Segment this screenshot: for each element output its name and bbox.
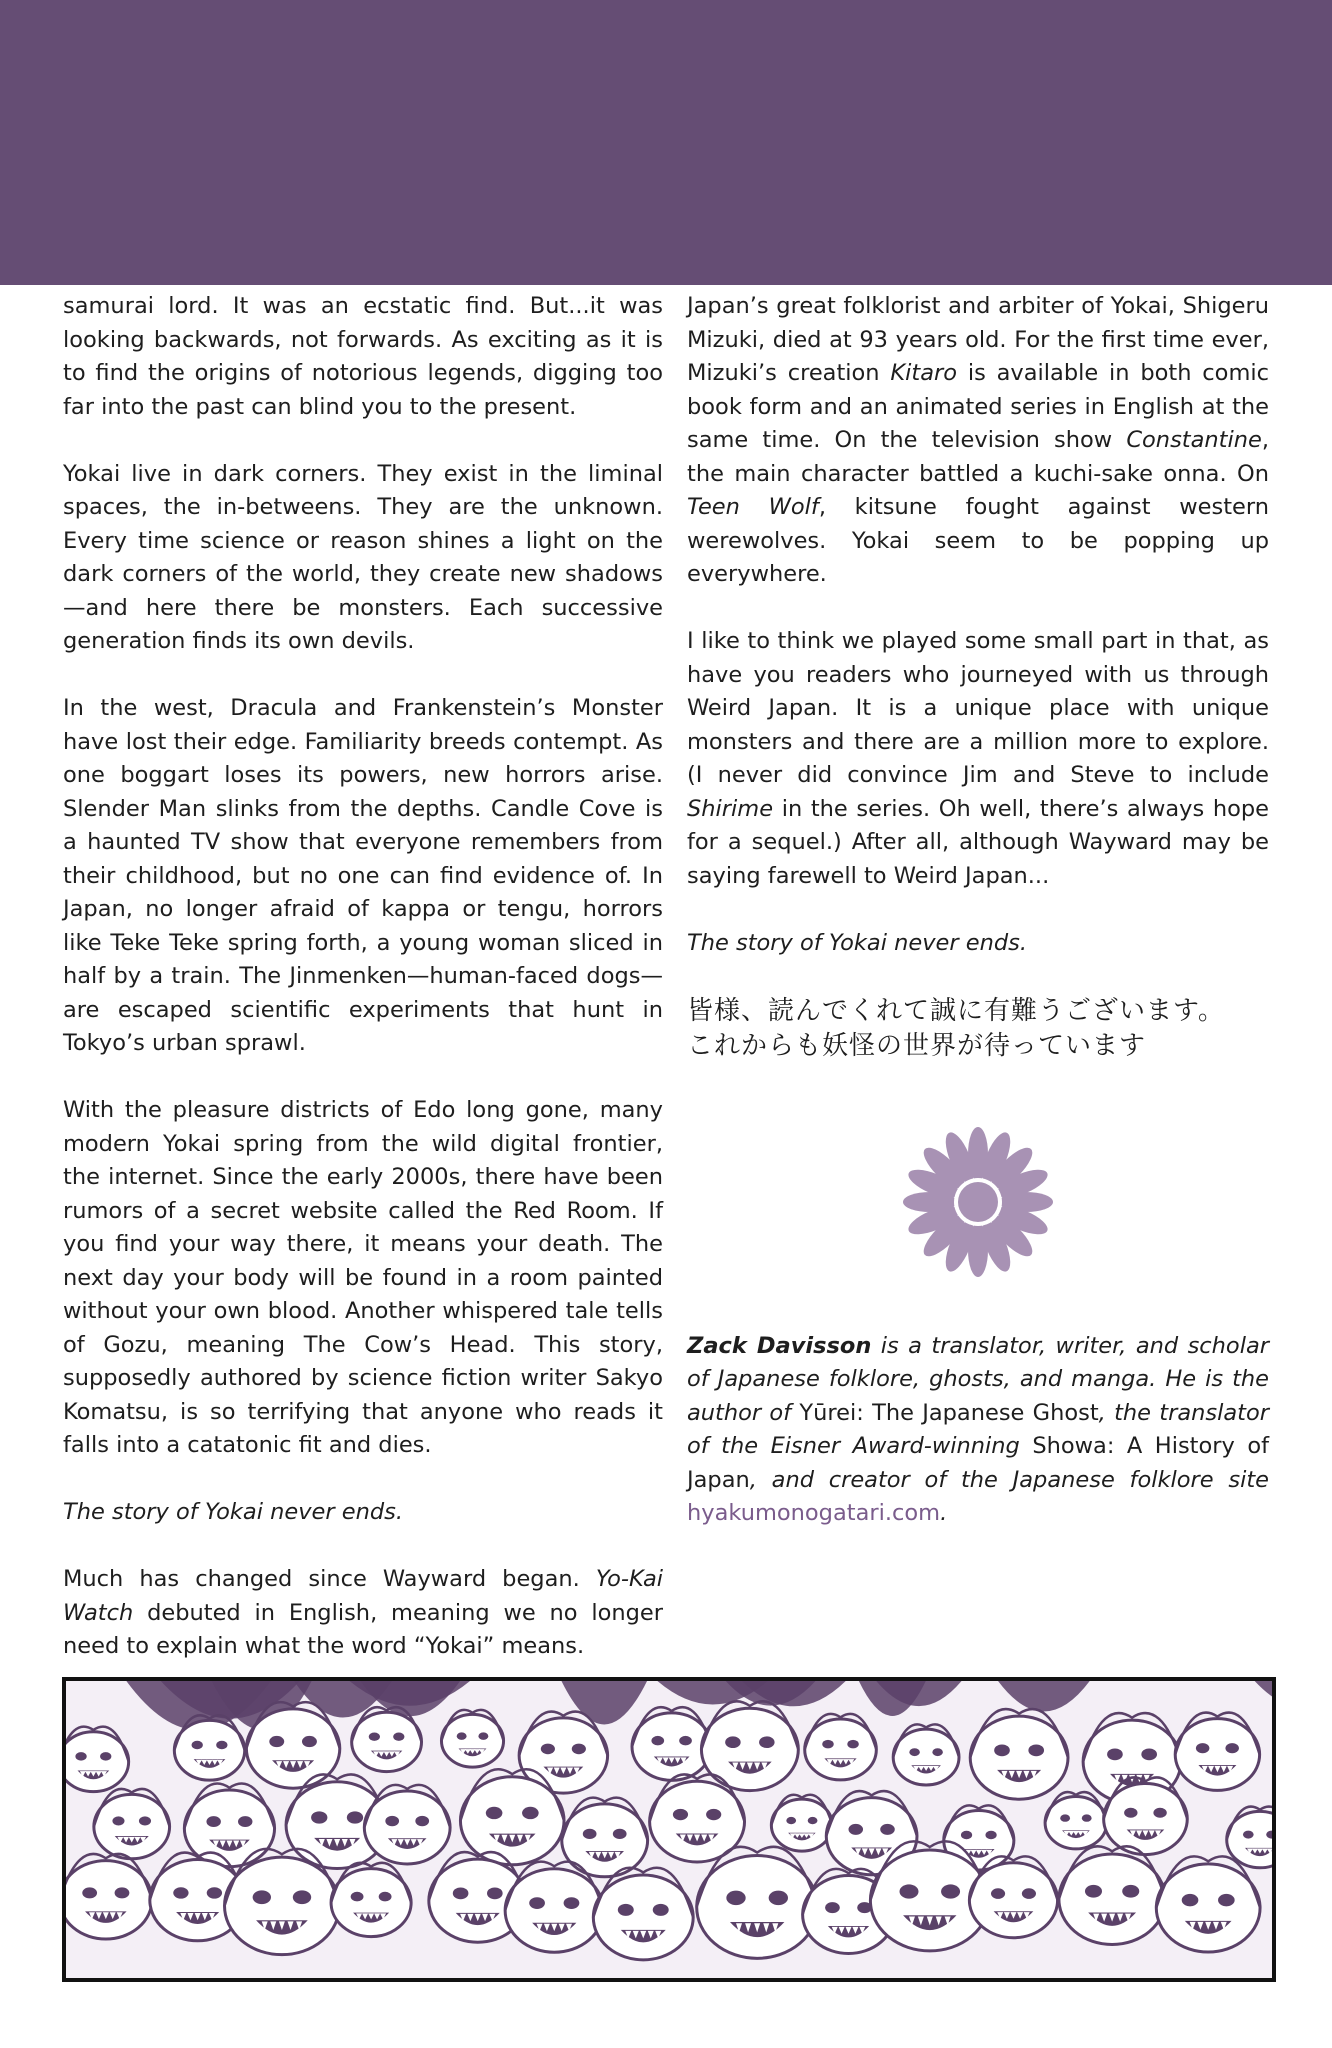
yokai-figure [184,1784,274,1867]
yokai-figure [460,1769,564,1865]
right-p2-a: I like to think we played some small part in that, as have you readers who journeyed with us through Weird Japan. It is a unique place with unique monsters and there are a million more to explore. (I never did convince Jim and Steve to include [687,628,1269,788]
yokai-figure [771,1795,832,1851]
bio-text-b: , the translator of the Eisner Award-winning [687,1399,1270,1459]
shirime-title: Shirime [687,795,774,822]
left-paragraph-4: With the pleasure districts of Edo long gone, many modern Yokai spring from the wild digital frontier, the internet. Since the early 2000s, there have been rumors of a secret website called the Red Room. If you find your way there, it means your death. The next day your body will be found in a room painted without your own blood. Another whispered tale tells of Gozu, meaning The Cow’s Head. This story, supposedly authored by science fiction writer Sakyo Komatsu, is so terrifying that anyone who reads it falls into a catatonic fit and dies. [63,1097,663,1458]
yokai-figure [1156,1856,1260,1952]
teen-wolf-title: Teen Wolf [687,494,819,520]
japanese-message [687,994,1269,1064]
bio-book-showa: Showa: A History of Japan [687,1433,1269,1493]
right-p1-a: Japan’s great folklorist and arbiter of Yokai, Shigeru Mizuki, died at 93 years old. For the first time ever, Mizuki’s creation [687,293,1269,386]
left-paragraph-3: In the west, Dracula and Frankenstein’s Monster have lost their edge. Familiarity breeds contempt. As one boggart loses its powers, new horrors arise. Slender Man slinks from the depths. Candle Cove is a haunted TV show that everyone remembers from their childhood, but no one can find evidence of. In Japan, no longer afraid of kappa or tengu, horrors like Teke Teke spring forth, a young woman sliced in half by a train. The Jinmenken—human-faced dogs—are escaped scientific experiments that hunt in Tokyo’s urban sprawl. [63,695,663,1056]
left-paragraph-6 [63,1563,663,1664]
kitaro-title: Kitaro [890,360,958,386]
bio-book-yurei: Yūrei: The Japanese Ghost [799,1399,1099,1426]
yokai-figure [970,1709,1068,1799]
right-p2-b: in the series. Oh well, there’s always hope for a sequel.) After all, although Wayward may be saying farewell to Weird Japan... [687,795,1269,889]
emblem-center [958,1182,998,1222]
left-paragraph-1: samurai lord. It was an ecstatic find. But...it was looking backwards, not forwards. As exciting as it is to find the origins of notorious legends, digging too far into the past can blind you to the present. [63,293,663,420]
yokai-watch-title: Yo-Kai Watch [63,1566,663,1626]
right-p1-c: , the main character battled a kuchi-sake onna. On [687,427,1269,487]
bio-text-c: , and creator of the Japanese folklore site [749,1466,1269,1493]
right-paragraph-2 [687,625,1269,893]
left-refrain [63,1496,663,1530]
yokai-figure [364,1785,450,1864]
yokai-crowd-illustration [66,1681,1272,1978]
right-paragraph-1 [687,290,1269,592]
left-paragraph-2: Yokai live in dark corners. They exist in the liminal spaces, the in-betweens. They are the unknown. Every time science or reason shines a light on the dark corners of the world, they create new shadows—and here there be monsters. Each successive generation finds its own devils. [63,460,663,654]
yokai-figure [1059,1846,1165,1944]
yokai-illustration-panel [62,1677,1276,1982]
yokai-figure [505,1862,603,1953]
yokai-figure [94,1789,170,1859]
japanese-line-1: 皆様、読んでくれて誠に有難うございます。 [687,995,1225,1026]
yokai-figure [1045,1792,1107,1849]
yokai-figure [331,1863,411,1937]
right-p1-d: , kitsune fought against western werewolves. Yokai seem to be popping up everywhere. [687,494,1269,587]
yokai-figure [562,1798,648,1877]
yokai-figure [805,1714,877,1780]
right-p1-b: is available in both comic book form and an animated series in English at the same time. On the television show [687,360,1269,453]
yokai-figure [174,1715,244,1780]
yokai-figure [632,1707,711,1780]
left-refrain-text: The story of Yokai never ends. [63,1499,404,1525]
yokai-figure [969,1856,1057,1937]
bio-text-d: . [940,1500,948,1526]
bio-text-a: is a translator, writer, and scholar of Japanese folklore, ghosts, and manga. He is the author of [687,1332,1269,1426]
yokai-figure [1104,1777,1188,1854]
author-bio [687,1330,1269,1531]
author-name: Zack Davisson [687,1332,872,1359]
japanese-line-2: これからも妖怪の世界が待っています [687,1030,1147,1061]
yokai-figure [1175,1713,1259,1791]
right-refrain-text: The story of Yokai never ends. [687,929,1028,956]
yokai-figure [225,1849,340,1955]
right-refrain [687,927,1269,961]
chrysanthemum-emblem [687,1124,1269,1280]
constantine-title: Constantine [1126,427,1262,453]
chrysanthemum-icon [900,1124,1056,1280]
left-p6-b: debuted in English, meaning we no longer need to explain what the word “Yokai” means. [63,1599,663,1659]
yokai-figure [593,1868,693,1960]
left-p6-a: Much has changed since Wayward began. [63,1566,596,1592]
left-text-column [63,290,663,1664]
yokai-figure [352,1707,422,1771]
author-website-link[interactable]: hyakumonogatari.com [687,1500,941,1526]
yokai-figure [701,1701,798,1790]
yokai-figure [697,1847,818,1959]
yokai-figure [441,1710,503,1767]
header-color-band [0,0,1332,285]
yokai-figure [893,1724,959,1785]
right-text-column [687,290,1269,1564]
